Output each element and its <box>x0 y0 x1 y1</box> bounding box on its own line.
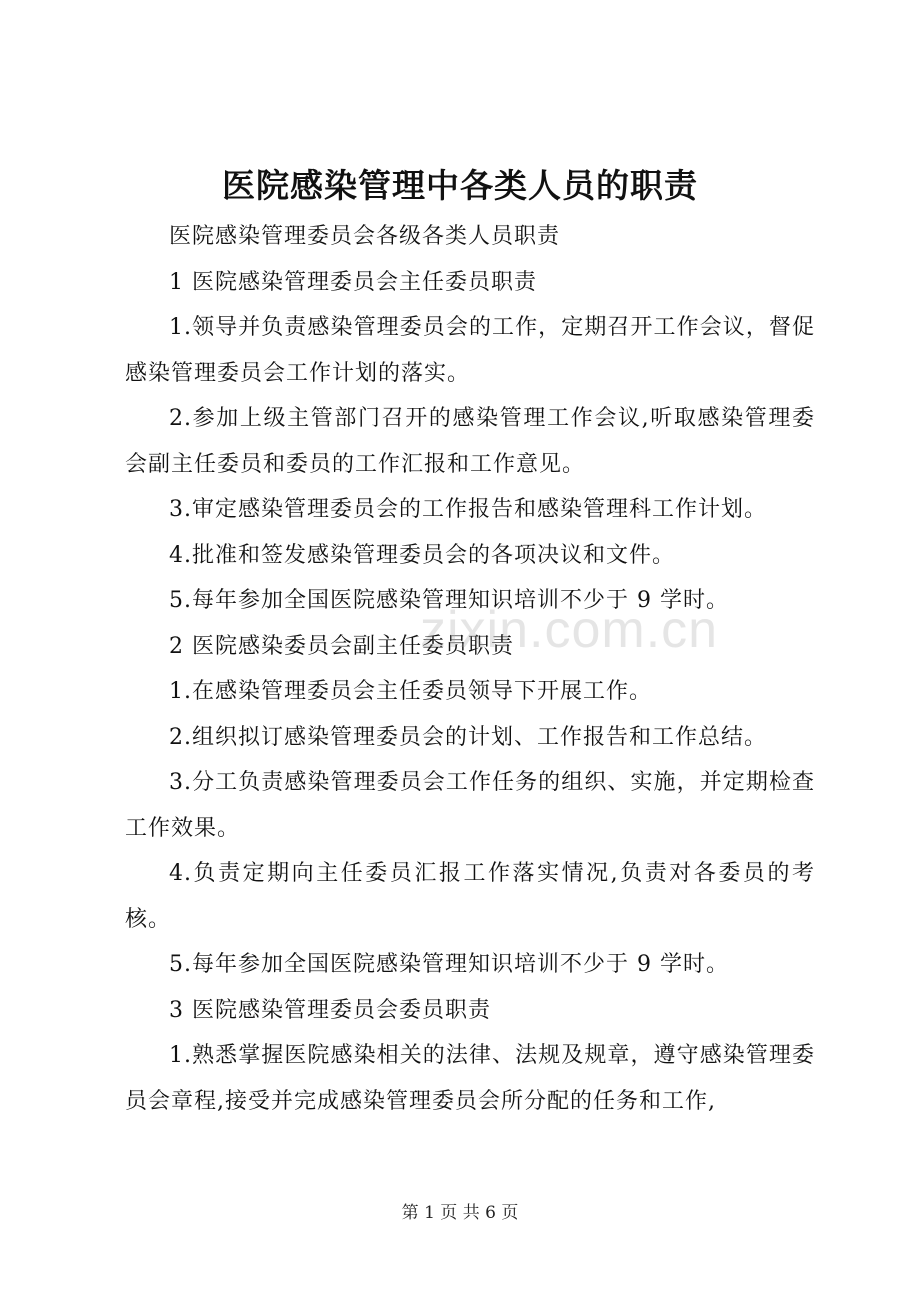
page-footer: 第 1 页 共 6 页 <box>401 1203 519 1223</box>
section-heading: 3 医院感染管理委员会委员职责 <box>169 997 491 1023</box>
paragraph: 4.批准和签发感染管理委员会的各项决议和文件。 <box>169 542 675 568</box>
paragraph: 3.分工负责感染管理委员会工作任务的组织、实施，并定期检查工作效果。 <box>125 770 815 841</box>
section-heading: 1 医院感染管理委员会主任委员职责 <box>169 269 537 295</box>
paragraph: 1.在感染管理委员会主任委员领导下开展工作。 <box>169 679 652 704</box>
paragraph: 3.审定感染管理委员会的工作报告和感染管理科工作计划。 <box>169 497 767 522</box>
paragraph: 5.每年参加全国医院感染管理知识培训不少于 9 学时。 <box>169 588 729 613</box>
paragraph: 5.每年参加全国医院感染管理知识培训不少于 9 学时。 <box>169 952 729 977</box>
document-body <box>125 214 815 1124</box>
paragraph: 1.熟悉掌握医院感染相关的法律、法规及规章，遵守感染管理委员会章程,接受并完成感染管理委员会所分配的任务和工作, <box>125 1043 815 1114</box>
document-title: 医院感染管理中各类人员的职责 <box>222 166 698 205</box>
watermark: zixin.com.cn <box>420 601 719 659</box>
section-heading: 2 医院感染委员会副主任委员职责 <box>169 633 514 659</box>
paragraph: 4.负责定期向主任委员汇报工作落实情况,负责对各委员的考核。 <box>125 861 815 932</box>
paragraph: 2.参加上级主管部门召开的感染管理工作会议,听取感染管理委会副主任委员和委员的工作汇报和工作意见。 <box>125 406 815 477</box>
paragraph: 2.组织拟订感染管理委员会的计划、工作报告和工作总结。 <box>169 724 767 750</box>
paragraph: 医院感染管理委员会各级各类人员职责 <box>169 224 561 249</box>
paragraph: 1.领导并负责感染管理委员会的工作，定期召开工作会议，督促感染管理委员会工作计划的落实。 <box>125 315 815 386</box>
